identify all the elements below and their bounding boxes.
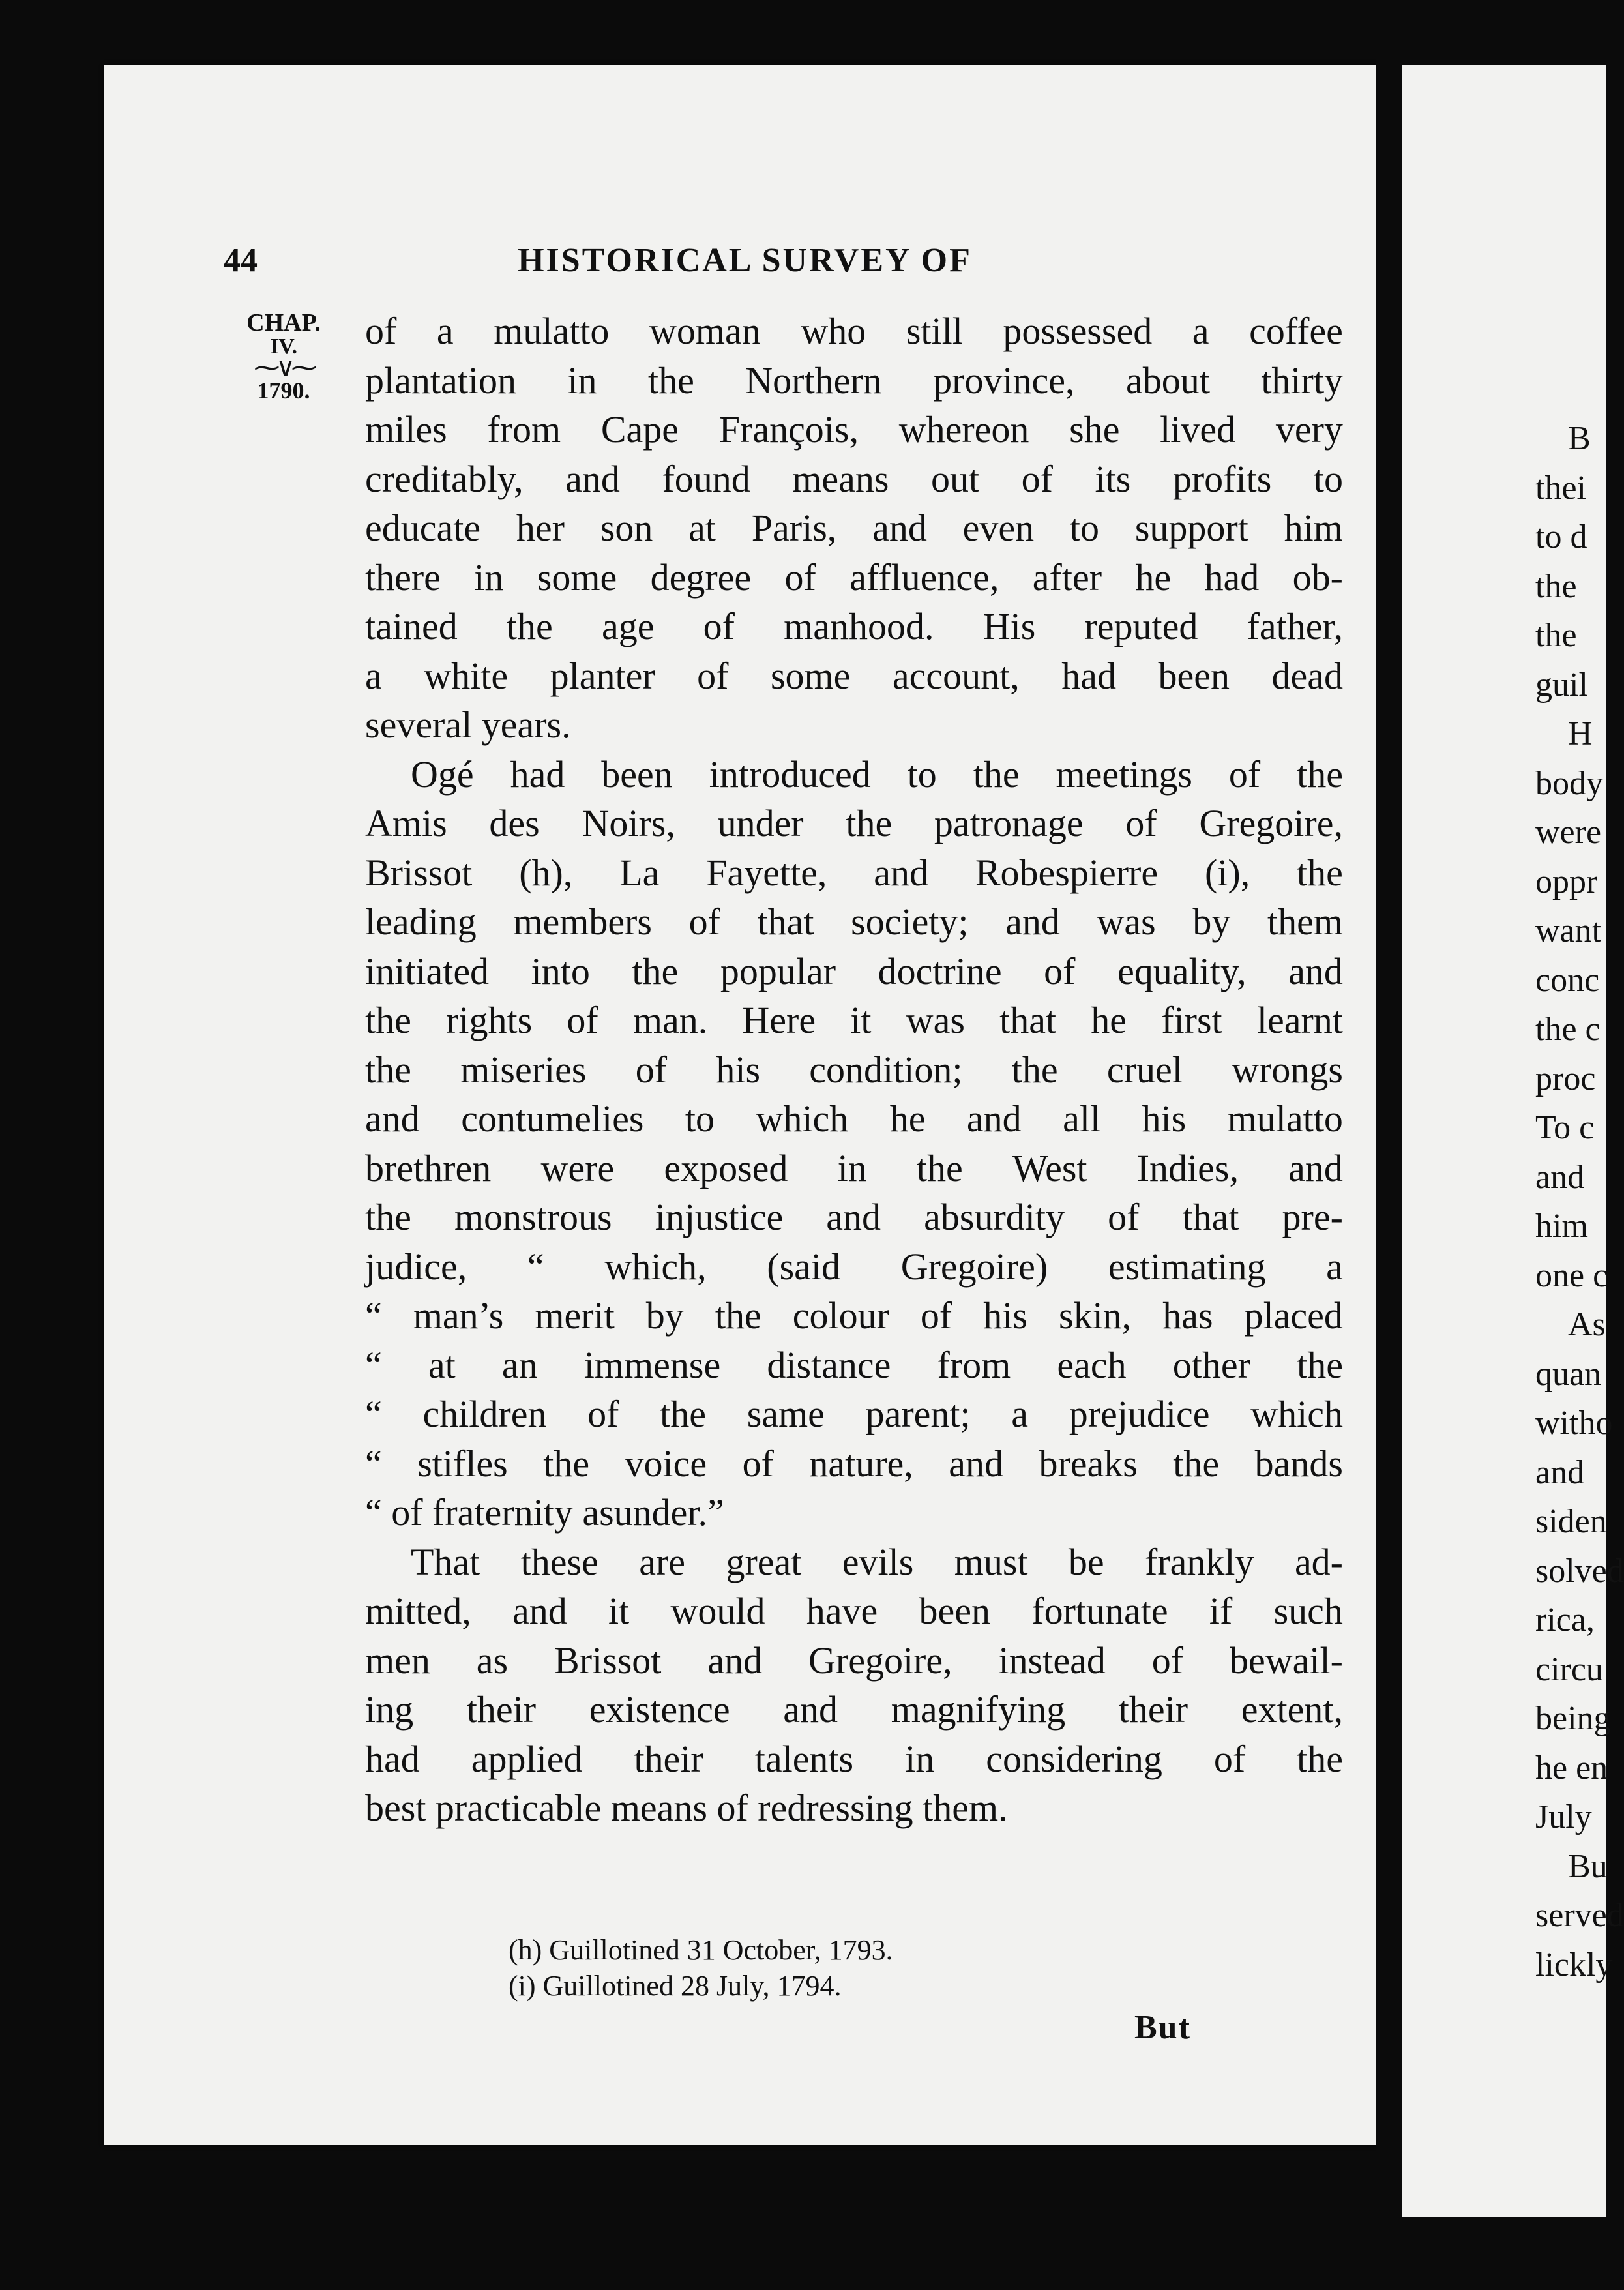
text-line: leading members of that society; and was by them bbox=[365, 900, 1343, 943]
text-line: Amis des Noirs, under the patronage of Gregoire, bbox=[365, 802, 1343, 844]
margin-year: 1790. bbox=[257, 378, 310, 404]
facing-line: were bbox=[1535, 814, 1602, 851]
facing-line: being bbox=[1535, 1700, 1611, 1737]
facing-line: conc bbox=[1535, 961, 1600, 999]
text-line: “ children of the same parent; a prejudice which bbox=[365, 1393, 1343, 1435]
facing-line: B bbox=[1568, 420, 1591, 457]
text-line: creditably, and found means out of its profits to bbox=[365, 457, 1343, 500]
facing-line: Bu bbox=[1568, 1847, 1608, 1885]
facing-line: and bbox=[1535, 1158, 1585, 1196]
text-line: “ man’s merit by the colour of his skin, has placed bbox=[365, 1294, 1343, 1337]
text-line: miles from Cape François, whereon she lived very bbox=[365, 408, 1343, 451]
text-line: initiated into the popular doctrine of equality, and bbox=[365, 949, 1343, 992]
text-line: several years. bbox=[365, 704, 571, 746]
text-line: educate her son at Paris, and even to support him bbox=[365, 507, 1343, 549]
facing-line: As bbox=[1568, 1306, 1606, 1343]
facing-line: to d bbox=[1535, 518, 1587, 556]
text-line: best practicable means of redressing them. bbox=[365, 1787, 1008, 1829]
facing-line: he en bbox=[1535, 1749, 1608, 1787]
facing-line: the c bbox=[1535, 1011, 1601, 1048]
text-line: men as Brissot and Gregoire, instead of bewail- bbox=[365, 1639, 1343, 1682]
margin-note bbox=[241, 310, 326, 404]
page-gutter bbox=[1376, 59, 1402, 2158]
text-line: “ at an immense distance from each other the bbox=[365, 1343, 1343, 1386]
facing-line: guil bbox=[1535, 666, 1588, 704]
text-line: a white planter of some account, had been dead bbox=[365, 654, 1343, 697]
page-header bbox=[104, 241, 1385, 293]
facing-line: circu bbox=[1535, 1650, 1603, 1688]
margin-chap: CHAP. bbox=[246, 309, 321, 336]
facing-line: and bbox=[1535, 1453, 1585, 1491]
catchword: But bbox=[1134, 2009, 1191, 2046]
facing-line: oppr bbox=[1535, 863, 1598, 900]
running-title: HISTORICAL SURVEY OF bbox=[518, 242, 972, 279]
text-line: had applied their talents in considering of the bbox=[365, 1737, 1343, 1780]
text-line: plantation in the Northern province, about thirty bbox=[365, 359, 1343, 402]
text-line: there in some degree of affluence, after he had ob- bbox=[365, 556, 1343, 599]
page-number: 44 bbox=[224, 242, 258, 279]
text-line: the monstrous injustice and absurdity of that pre- bbox=[365, 1196, 1343, 1238]
facing-line: siden bbox=[1535, 1503, 1607, 1540]
text-line: Brissot (h), La Fayette, and Robespierre (i), the bbox=[365, 851, 1343, 894]
text-line: the rights of man. Here it was that he first learnt bbox=[365, 999, 1343, 1041]
facing-line: H bbox=[1568, 715, 1593, 752]
facing-line: July bbox=[1535, 1798, 1592, 1836]
facing-line: the bbox=[1535, 567, 1577, 605]
margin-ornament: ⁓∨⁓ bbox=[254, 353, 314, 382]
facing-line: lickly bbox=[1535, 1946, 1613, 1984]
facing-line: quan bbox=[1535, 1355, 1602, 1393]
margin-chapter-number: IV. bbox=[270, 335, 297, 359]
footnote-h: (h) Guillotined 31 October, 1793. bbox=[509, 1934, 893, 1966]
text-line: “ of fraternity asunder.” bbox=[365, 1491, 724, 1534]
facing-line: one c bbox=[1535, 1257, 1608, 1294]
facing-line: witho bbox=[1535, 1405, 1613, 1442]
book-page bbox=[104, 65, 1385, 2145]
text-line: the miseries of his condition; the cruel wrongs bbox=[365, 1048, 1343, 1091]
facing-line: want bbox=[1535, 912, 1602, 949]
text-line: Ogé had been introduced to the meetings of the bbox=[411, 752, 1343, 796]
facing-line: solved bbox=[1535, 1552, 1624, 1590]
text-line: tained the age of manhood. His reputed father, bbox=[365, 605, 1343, 647]
text-line: mitted, and it would have been fortunate if such bbox=[365, 1590, 1343, 1632]
facing-page-text bbox=[1535, 414, 1624, 1989]
text-line: judice, “ which, (said Gregoire) estimating a bbox=[365, 1245, 1343, 1288]
facing-line: proc bbox=[1535, 1060, 1596, 1097]
text-line: That these are great evils must be frankly ad- bbox=[411, 1540, 1343, 1583]
facing-line: him bbox=[1535, 1208, 1588, 1245]
footnote-i: (i) Guillotined 28 July, 1794. bbox=[509, 1970, 842, 2002]
facing-line: To c bbox=[1535, 1109, 1595, 1146]
facing-line: body bbox=[1535, 764, 1603, 802]
text-line: brethren were exposed in the West Indies, and bbox=[365, 1146, 1343, 1189]
text-line: of a mulatto woman who still possessed a coffee bbox=[365, 310, 1343, 352]
facing-line: thei bbox=[1535, 469, 1586, 507]
facing-line: rica, bbox=[1535, 1601, 1595, 1639]
facing-line: the bbox=[1535, 617, 1577, 654]
text-line: ing their existence and magnifying their extent, bbox=[365, 1688, 1343, 1731]
text-line: “ stifles the voice of nature, and breaks the bands bbox=[365, 1442, 1343, 1485]
text-line: and contumelies to which he and all his mulatto bbox=[365, 1097, 1343, 1140]
facing-line: served bbox=[1535, 1897, 1624, 1934]
facing-page bbox=[1402, 65, 1624, 2217]
body-text bbox=[365, 306, 1343, 1833]
